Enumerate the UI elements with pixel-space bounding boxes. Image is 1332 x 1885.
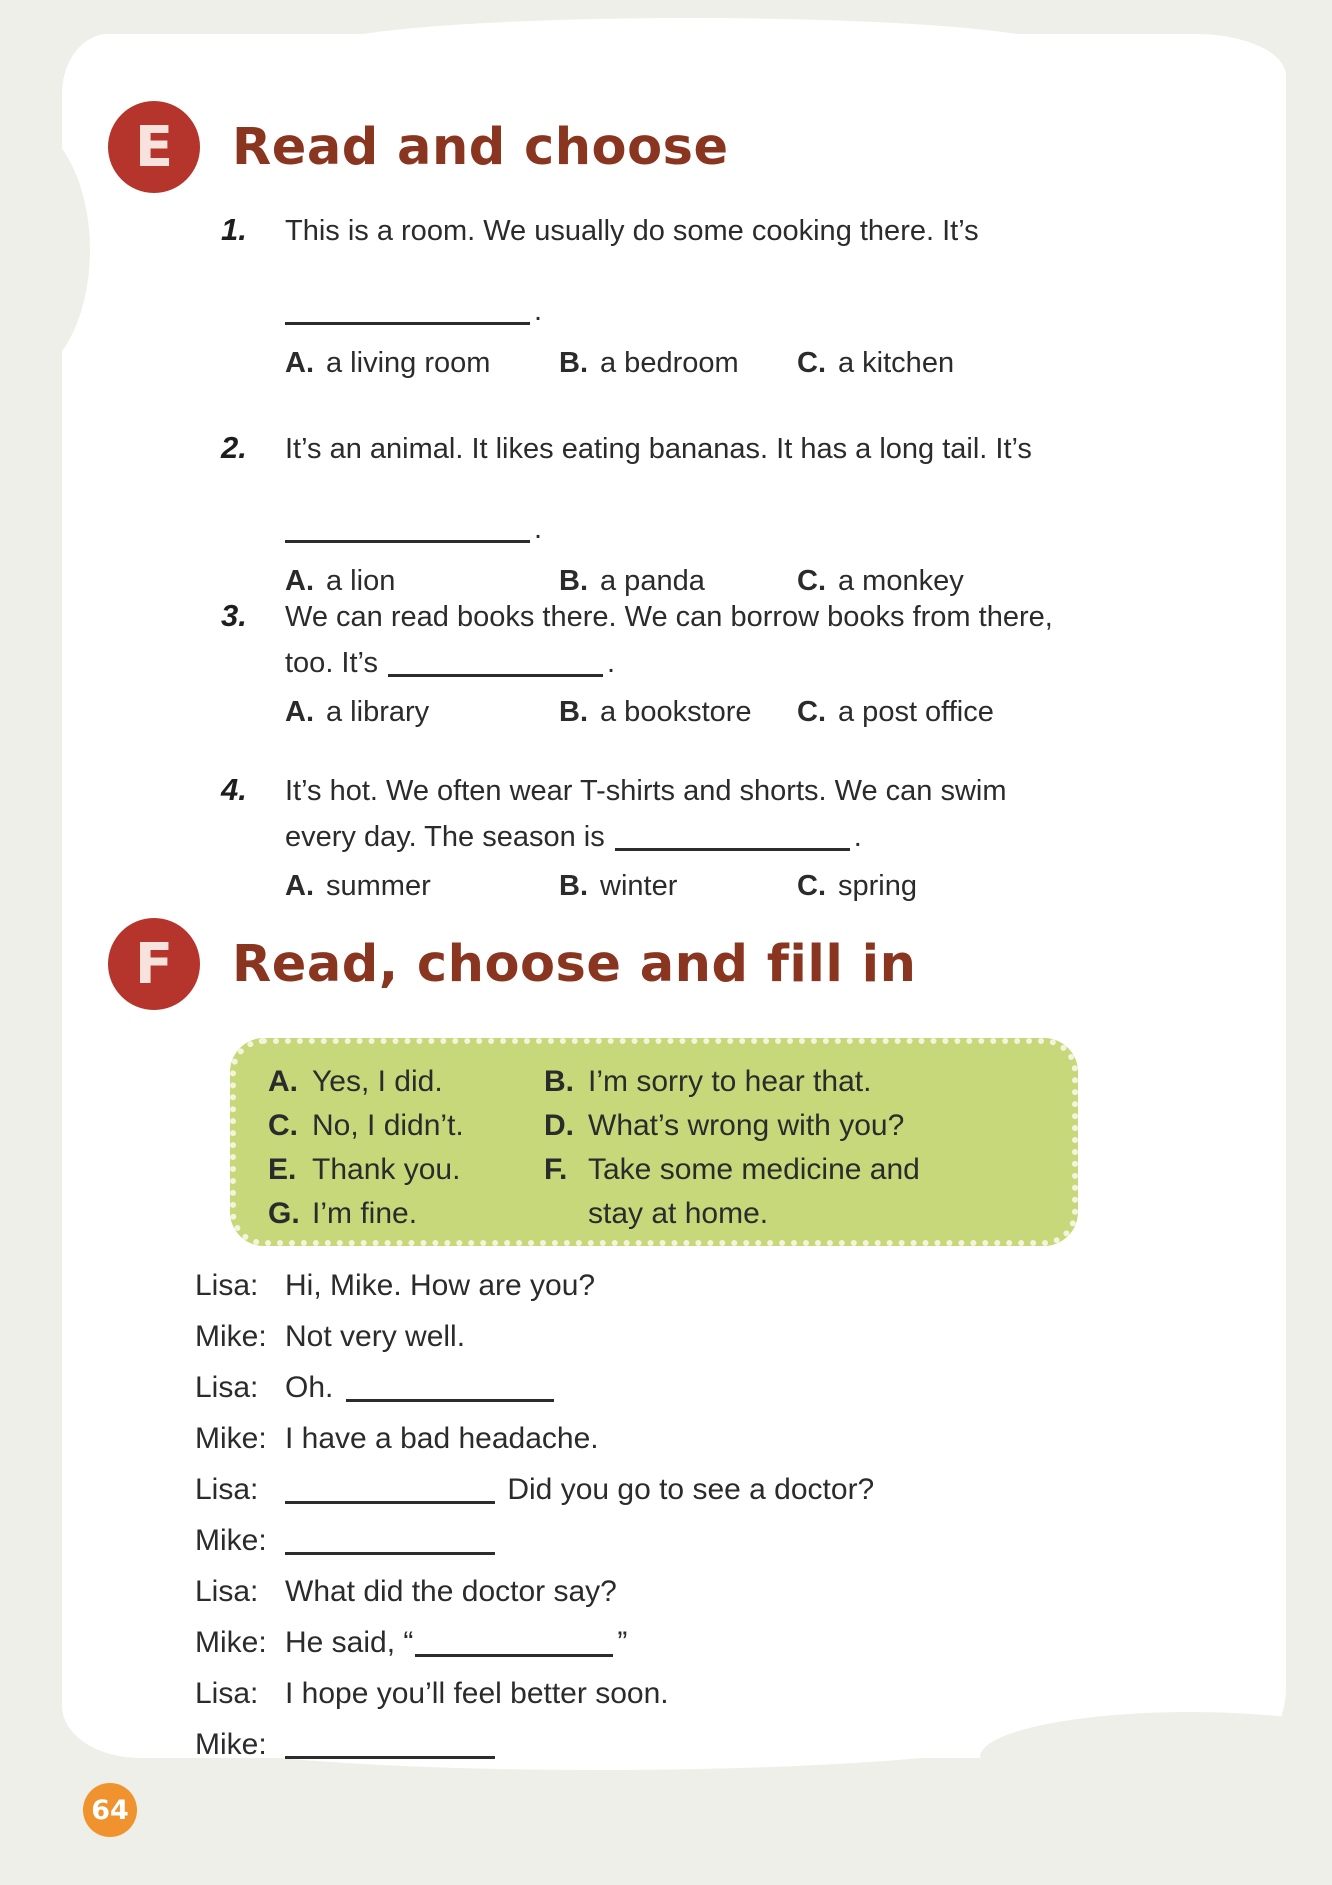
question-1-number: 1. xyxy=(221,212,247,247)
dialogue xyxy=(195,1266,1195,1776)
dialogue-text xyxy=(285,1521,1195,1572)
answer-blank xyxy=(285,322,530,325)
answer-blank xyxy=(388,674,603,677)
question-4-text-2: every day. The season is xyxy=(285,821,605,853)
option-a-text: a lion xyxy=(326,565,396,597)
option-a xyxy=(285,867,559,905)
speaker-label: Lisa: xyxy=(195,1473,259,1506)
dialogue-row-6 xyxy=(195,1521,1195,1572)
choice-c-label: C. xyxy=(268,1109,298,1142)
choice-a xyxy=(268,1060,518,1104)
question-2 xyxy=(221,430,1205,597)
section-e-title: Read and choose xyxy=(232,117,729,177)
question-2-text: It’s an animal. It likes eating bananas. It has a long tail. It’s xyxy=(285,433,1032,465)
choice-g-label: G. xyxy=(268,1197,300,1230)
option-a xyxy=(285,562,559,600)
blank-period: . xyxy=(534,295,543,327)
speaker-label: Lisa: xyxy=(195,1269,259,1302)
option-b-label: B. xyxy=(559,347,588,379)
dialogue-text: Hi, Mike. How are you? xyxy=(285,1269,596,1302)
answer-blank xyxy=(615,848,850,851)
dialogue-text xyxy=(285,1725,1195,1776)
choice-d-text: What’s wrong with you? xyxy=(588,1109,905,1142)
option-a xyxy=(285,344,559,382)
choices-box xyxy=(230,1038,1078,1246)
question-3-blank-line xyxy=(285,644,615,682)
option-a-text: a library xyxy=(326,696,430,728)
dialogue-text-pre: Oh. xyxy=(285,1371,334,1404)
choice-b-label: B. xyxy=(544,1065,574,1098)
choice-e-label: E. xyxy=(268,1153,297,1186)
question-4 xyxy=(221,772,1205,902)
question-4-text: It’s hot. We often wear T-shirts and shorts. We can swim xyxy=(285,775,1007,807)
option-c xyxy=(797,344,954,382)
choice-e-text: Thank you. xyxy=(312,1153,461,1186)
option-c-text: a post office xyxy=(838,696,994,728)
section-f-badge: F xyxy=(108,918,200,1010)
choice-a-text: Yes, I did. xyxy=(312,1065,443,1098)
page-number-badge xyxy=(83,1783,137,1837)
question-1 xyxy=(221,212,1205,379)
option-b-label: B. xyxy=(559,870,588,902)
question-3-options xyxy=(285,693,994,731)
question-3-text: We can read books there. We can borrow books from there, xyxy=(285,601,1053,633)
option-b xyxy=(559,867,797,905)
option-a-label: A. xyxy=(285,347,314,379)
choice-g-text: I’m fine. xyxy=(312,1197,418,1230)
dialogue-row-1 xyxy=(195,1266,1195,1317)
choice-f xyxy=(544,1148,1064,1236)
option-a-label: A. xyxy=(285,565,314,597)
option-b-text: a bedroom xyxy=(600,347,739,379)
speaker-label: Mike: xyxy=(195,1422,267,1455)
dialogue-row-8 xyxy=(195,1623,1195,1674)
option-b-label: B. xyxy=(559,696,588,728)
choice-c xyxy=(268,1104,518,1148)
option-c xyxy=(797,693,994,731)
dialogue-text-post: Did you go to see a doctor? xyxy=(507,1473,875,1506)
dialogue-text: Not very well. xyxy=(285,1320,466,1353)
answer-blank xyxy=(285,1552,495,1555)
dialogue-text: What did the doctor say? xyxy=(285,1575,617,1608)
option-b-label: B. xyxy=(559,565,588,597)
option-c-label: C. xyxy=(797,565,826,597)
dialogue-row-2 xyxy=(195,1317,1195,1368)
answer-blank xyxy=(346,1399,554,1402)
option-b-text: a bookstore xyxy=(600,696,752,728)
dialogue-row-3 xyxy=(195,1368,1195,1419)
dialogue-text: I have a bad headache. xyxy=(285,1422,599,1455)
dialogue-row-7 xyxy=(195,1572,1195,1623)
option-b xyxy=(559,562,797,600)
option-a xyxy=(285,693,559,731)
speaker-label: Mike: xyxy=(195,1626,267,1659)
question-2-blank-line xyxy=(285,510,542,548)
section-f-title: Read, choose and fill in xyxy=(232,934,917,994)
answer-blank xyxy=(285,540,530,543)
question-3 xyxy=(221,598,1205,728)
choice-e xyxy=(268,1148,518,1192)
choice-f-label: F. xyxy=(544,1153,568,1186)
option-c xyxy=(797,867,917,905)
option-a-text: a living room xyxy=(326,347,491,379)
answer-blank xyxy=(285,1501,495,1504)
choice-a-label: A. xyxy=(268,1065,298,1098)
choice-d xyxy=(544,1104,1064,1148)
option-c-label: C. xyxy=(797,696,826,728)
choice-c-text: No, I didn’t. xyxy=(312,1109,464,1142)
blank-period: . xyxy=(853,821,862,853)
dialogue-text: I hope you’ll feel better soon. xyxy=(285,1677,669,1710)
option-c-text: a kitchen xyxy=(838,347,955,379)
dialogue-row-9 xyxy=(195,1674,1195,1725)
question-3-number: 3. xyxy=(221,598,247,633)
option-c-label: C. xyxy=(797,347,826,379)
choice-b xyxy=(544,1060,1064,1104)
dialogue-text-post: ” xyxy=(617,1626,628,1659)
question-3-text-2: too. It’s xyxy=(285,647,378,679)
choices-right-column xyxy=(544,1060,1064,1236)
answer-blank xyxy=(415,1654,613,1657)
dialogue-row-5 xyxy=(195,1470,1195,1521)
dialogue-text xyxy=(285,1470,1195,1521)
answer-blank xyxy=(285,1756,495,1759)
option-a-label: A. xyxy=(285,696,314,728)
speaker-label: Lisa: xyxy=(195,1575,259,1608)
choices-left-column xyxy=(268,1060,518,1236)
option-b xyxy=(559,344,797,382)
section-e-header xyxy=(108,101,729,193)
dialogue-text xyxy=(285,1368,1195,1419)
question-1-options xyxy=(285,344,954,382)
dialogue-row-4 xyxy=(195,1419,1195,1470)
question-4-blank-line xyxy=(285,818,862,856)
question-4-options xyxy=(285,867,917,905)
option-a-label: A. xyxy=(285,870,314,902)
blank-period: . xyxy=(606,647,616,679)
section-f-header xyxy=(108,918,916,1010)
dialogue-row-10 xyxy=(195,1725,1195,1776)
question-4-number: 4. xyxy=(221,772,247,807)
option-c xyxy=(797,562,964,600)
speaker-label: Mike: xyxy=(195,1524,267,1557)
speaker-label: Lisa: xyxy=(195,1677,259,1710)
choice-b-text: I’m sorry to hear that. xyxy=(588,1065,872,1098)
question-2-number: 2. xyxy=(221,430,247,465)
choice-g xyxy=(268,1192,518,1236)
question-1-text: This is a room. We usually do some cooking there. It’s xyxy=(285,215,979,247)
option-b xyxy=(559,693,797,731)
option-b-text: winter xyxy=(600,870,678,902)
section-e-badge: E xyxy=(108,101,200,193)
option-c-text: spring xyxy=(838,870,917,902)
option-b-text: a panda xyxy=(600,565,705,597)
speaker-label: Mike: xyxy=(195,1728,267,1761)
blank-period: . xyxy=(534,513,543,545)
question-2-options xyxy=(285,562,964,600)
dialogue-text xyxy=(285,1623,1195,1674)
page-number: 64 xyxy=(91,1794,129,1826)
torn-edge-top xyxy=(320,18,1060,78)
speaker-label: Lisa: xyxy=(195,1371,259,1404)
option-c-label: C. xyxy=(797,870,826,902)
question-1-blank-line xyxy=(285,292,542,330)
dialogue-text-pre: He said, “ xyxy=(285,1626,414,1659)
option-a-text: summer xyxy=(326,870,431,902)
choice-f-text: Take some medicine and stay at home. xyxy=(588,1153,920,1230)
speaker-label: Mike: xyxy=(195,1320,267,1353)
choice-d-label: D. xyxy=(544,1109,574,1142)
option-c-text: a monkey xyxy=(838,565,964,597)
